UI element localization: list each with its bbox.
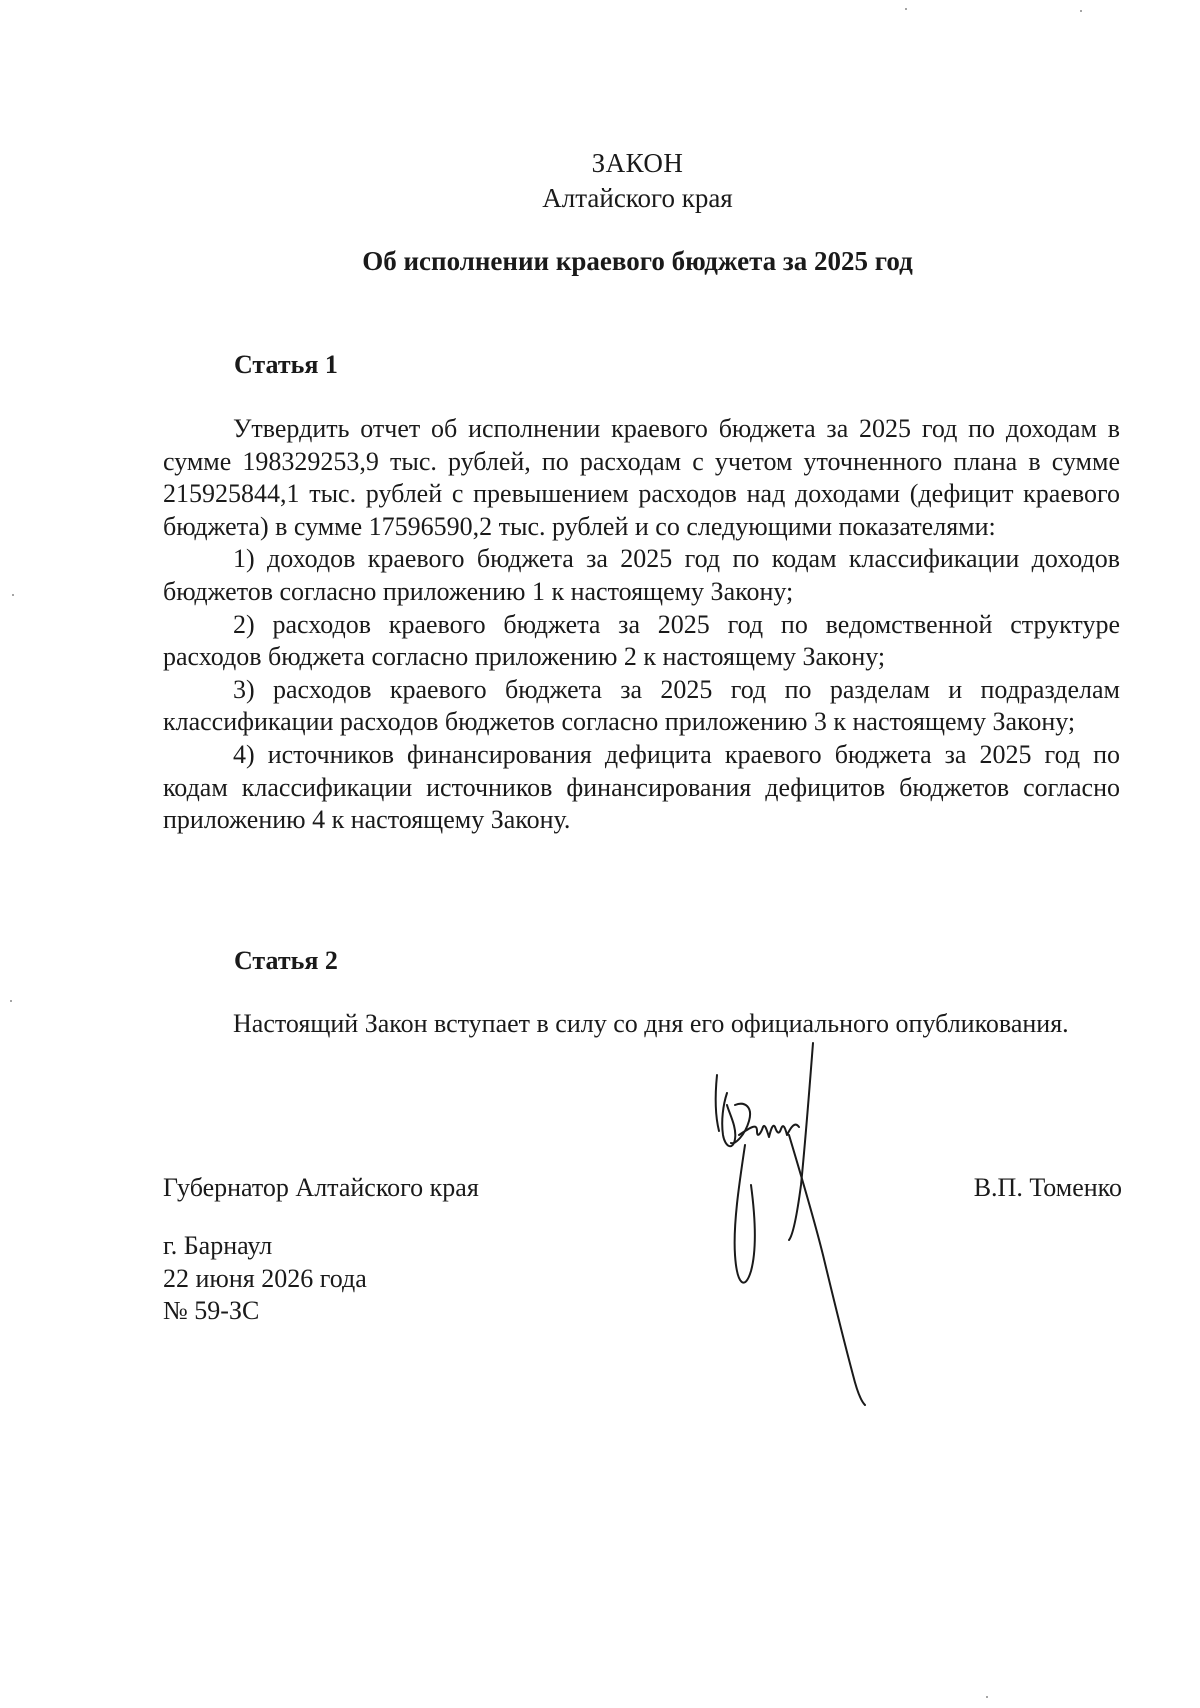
scan-speck: [986, 1696, 988, 1698]
article-2-paragraph: Настоящий Закон вступает в силу со дня его официального опубликования.: [233, 1009, 1069, 1038]
article-1-heading: Статья 1: [234, 350, 338, 379]
article-1-item: 4) источников финансирования дефицита краевого бюджета за 2025 год по кодам классификации источников финансирования дефицитов бюджетов согласно приложению 4 к настоящему Закону.: [163, 739, 1120, 835]
document-date: 22 июня 2026 года: [163, 1263, 367, 1293]
handwritten-signature: [705, 1035, 895, 1435]
scan-speck: [1080, 10, 1082, 12]
article-2-heading: Статья 2: [234, 946, 338, 975]
document-subtitle: Алтайского края: [542, 183, 733, 213]
document-number: № 59-ЗС: [163, 1296, 260, 1326]
article-2-body: [163, 1008, 1120, 1041]
governor-title: Губернатор Алтайского края: [163, 1173, 479, 1202]
document-title: ЗАКОН: [591, 148, 684, 178]
article-1-item: 2) расходов краевого бюджета за 2025 год по ведомственной структуре расходов бюджета согласно приложению 2 к настоящему Закону;: [163, 609, 1120, 672]
scan-speck: [10, 1000, 12, 1002]
governor-name: В.П. Томенко: [973, 1173, 1122, 1202]
scan-speck: [905, 8, 907, 10]
document-footer: [163, 1230, 367, 1328]
article-1-paragraph: Утвердить отчет об исполнении краевого бюджета за 2025 год по доходам в сумме 198329253,9 тыс. рублей, по расходам с учетом уточненного плана в сумме 215925844,1 тыс. рублей с превышением расходов над доходами (дефицит краевого бюджета) в сумме 17596590,2 тыс. рублей и со следующими показателями:: [163, 414, 1120, 541]
article-1-body: [163, 413, 1120, 837]
document-city: г. Барнаул: [163, 1231, 273, 1260]
document-heading: Об исполнении краевого бюджета за 2025 год: [362, 246, 913, 276]
article-1-item: 1) доходов краевого бюджета за 2025 год по кодам классификации доходов бюджетов согласно приложению 1 к настоящему Закону;: [163, 544, 1120, 606]
scan-speck: [12, 594, 14, 596]
article-1-item: 3) расходов краевого бюджета за 2025 год по разделам и подразделам классификации расходов бюджетов согласно приложению 3 к настоящему Закону;: [163, 674, 1120, 737]
